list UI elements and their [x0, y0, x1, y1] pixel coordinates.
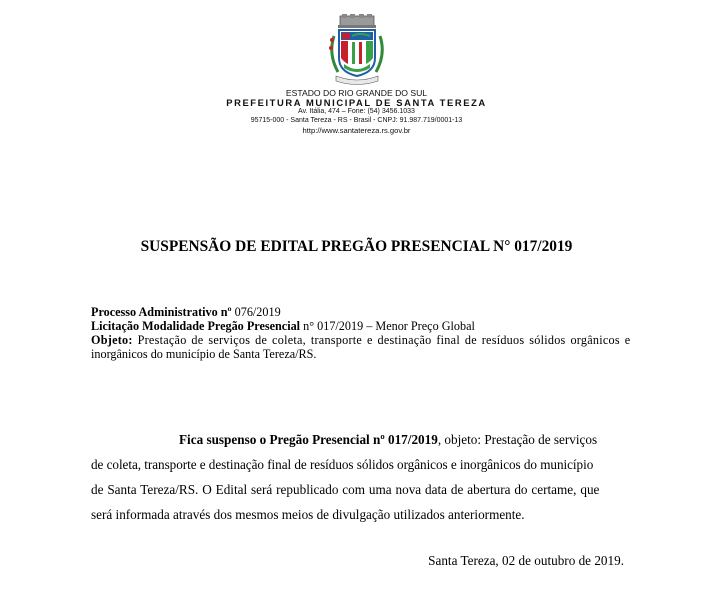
body-line-1 [91, 427, 624, 452]
document-title: SUSPENSÃO DE EDITAL PREGÃO PRESENCIAL N° 017/2019 [140, 238, 573, 255]
letterhead-website: http://www.santatereza.rs.gov.br [302, 126, 411, 135]
modality-line [91, 319, 624, 333]
letterhead-address: Av. Itália, 474 – Fone: (54) 3456.1033 [298, 108, 415, 115]
object-line-2: inorgânicos do município de Santa Tereza/RS. [91, 347, 317, 361]
process-value: 076/2019 [231, 305, 281, 319]
body-line-3: de Santa Tereza/RS. O Edital será republicado com uma nova data de abertura do certame, que [91, 482, 600, 497]
body-lead-bold: Fica suspenso o Pregão Presencial nº 017/2019 [179, 432, 438, 447]
object-label: Objeto: [91, 333, 133, 347]
object-line-1 [91, 333, 631, 347]
process-label: Processo Administrativo nº [91, 305, 232, 319]
letterhead-postal: 95715-000 - Santa Tereza - RS - Brasil - CNPJ: 91.987.719/0001-13 [250, 117, 463, 124]
body-line-1-rest: , objeto: Prestação de serviços [437, 432, 598, 447]
body-paragraph [91, 427, 624, 527]
body-line-2: de coleta, transporte e destinação final de resíduos sólidos orgânicos e inorgânicos do município [91, 457, 594, 472]
body-line-4: será informada através dos mesmos meios de divulgação utilizados anteriormente. [91, 507, 525, 522]
process-line [91, 305, 624, 319]
municipal-coat-of-arms-icon [326, 14, 388, 86]
letterhead-state: ESTADO DO RIO GRANDE DO SUL [285, 88, 428, 98]
object-text-1: Prestação de serviços de coleta, transporte e destinação final de resíduos sólidos orgânicos e [132, 333, 631, 347]
modality-value: n° 017/2019 – Menor Preço Global [300, 319, 475, 333]
modality-label: Licitação Modalidade Pregão Presencial [91, 319, 301, 333]
date-line: Santa Tereza, 02 de outubro de 2019. [428, 553, 624, 568]
document-meta [91, 305, 631, 361]
letterhead-municipality: PREFEITURA MUNICIPAL DE SANTA TEREZA [226, 97, 487, 108]
